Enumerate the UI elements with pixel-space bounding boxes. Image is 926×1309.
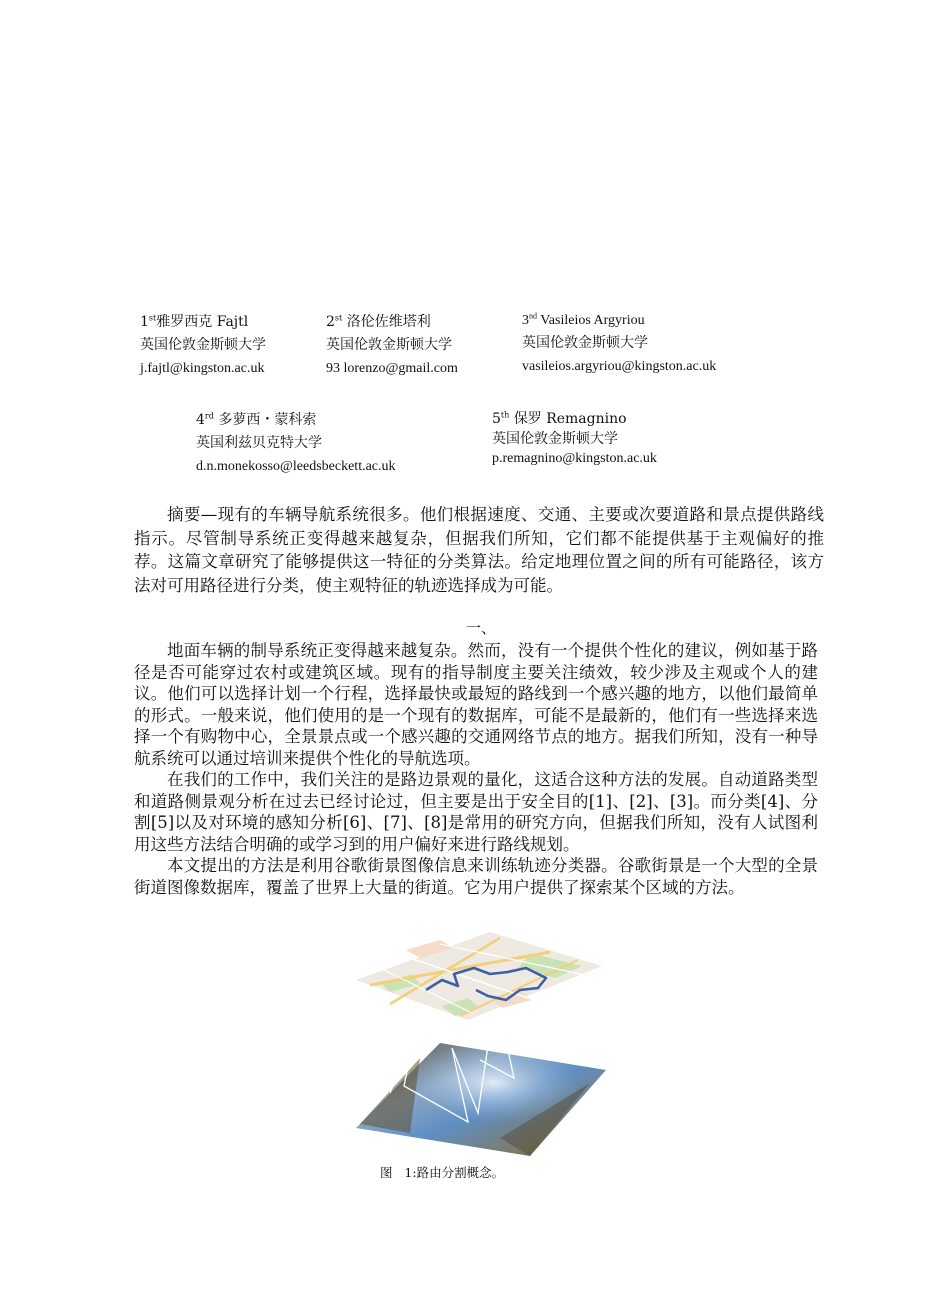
author-1 [140, 311, 266, 380]
route-segmentation-figure [350, 928, 612, 1160]
author-5-email: p.remagnino@kingston.ac.uk [492, 451, 657, 466]
body-paragraph-1: 地面车辆的制导系统正变得越来越复杂。然而，没有一个提供个性化的建议，例如基于路径是否可能穿过农村或建筑区域。现有的指导制度主要关注绩效，较少涉及主观或个人的建议。他们可以选择计划一个行程，选择最快或最短的路线到一个感兴趣的地方，以他们最简单的形式。一般来说，他们使用的是一个现有的数据库，可能不是最新的，他们有一些选择来选择一个有购物中心，全景景点或一个感兴趣的交通网络节点的地方。据我们所知，没有一种导航系统可以通过培训来提供个性化的导航选项。 [134, 641, 818, 768]
author-3-affiliation: 英国伦敦金斯顿大学 [522, 335, 648, 351]
author-5 [492, 409, 657, 469]
figure-caption: 图 1:路由分割概念。 [380, 1165, 505, 1180]
author-4-affiliation: 英国利兹贝克特大学 [196, 435, 322, 451]
body-text [134, 640, 818, 898]
author-2-name: 2st 洛伦佐维塔利 [326, 313, 431, 330]
author-3 [522, 309, 716, 378]
city-map [356, 932, 602, 1020]
author-2-affiliation: 英国伦敦金斯顿大学 [326, 337, 452, 353]
abstract-text: 摘要—现有的车辆导航系统很多。他们根据速度、交通、主要或次要道路和景点提供路线指示。尽管制导系统正变得越来越复杂，但据我们所知，它们都不能提供基于主观偏好的推荐。这篇文章研究了能够提供这一特征的分类算法。给定地理位置之间的所有可能路径，该方法对可用路径进行分类，使主观特征的轨迹选择成为可能。 [134, 505, 824, 595]
author-1-affiliation: 英国伦敦金斯顿大学 [140, 337, 266, 353]
author-2 [326, 311, 458, 380]
author-1-email: j.fajtl@kingston.ac.uk [140, 361, 265, 376]
author-4 [196, 409, 396, 478]
body-paragraph-2: 在我们的工作中，我们关注的是路边景观的量化，这适合这种方法的发展。自动道路类型和道路侧景观分析在过去已经讨论过，但主要是出于安全目的[1]、[2]、[3]。而分类[4]、分割[5]以及对环境的感知分析[6]、[7]、[8]是常用的研究方向，但据我们所知，没有人试图利用这些方法结合明确的或学习到的用户偏好来进行路线规划。 [134, 770, 818, 854]
author-3-email: vasileios.argyriou@kingston.ac.uk [522, 359, 717, 374]
author-4-email: d.n.monekosso@leedsbeckett.ac.uk [196, 459, 396, 474]
author-5-name: 5th 保罗 Remagnino [492, 410, 627, 427]
author-3-name: 3nd Vasileios Argyriou [522, 311, 645, 328]
author-1-name: 1st雅罗西克 Fajtl [140, 313, 249, 330]
author-2-email: 93 lorenzo@gmail.com [326, 361, 458, 376]
abstract [134, 503, 824, 597]
author-4-name: 4rd 多萝西・蒙科索 [196, 411, 317, 428]
body-paragraph-3: 本文提出的方法是利用谷歌街景图像信息来训练轨迹分类器。谷歌街景是一个大型的全景街道图像数据库，覆盖了世界上大量的街道。它为用户提供了探索某个区域的方法。 [134, 856, 818, 897]
section-heading: 一、 [466, 619, 497, 637]
author-5-affiliation: 英国伦敦金斯顿大学 [492, 431, 618, 447]
